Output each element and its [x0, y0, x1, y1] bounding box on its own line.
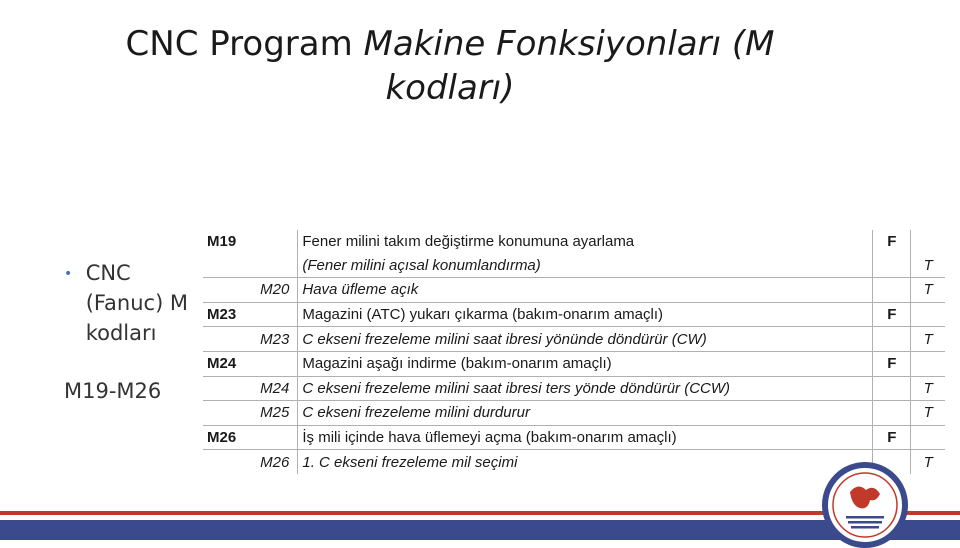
code-range-text: M19-M26 — [64, 379, 162, 403]
cell-t-flag — [911, 302, 945, 327]
cell-t-flag: T — [911, 450, 945, 474]
cell-description: (Fener milini açısal konumlandırma) — [298, 254, 873, 278]
title-italic-line2: kodları) — [385, 68, 515, 108]
table-row — [203, 351, 945, 376]
university-seal-icon — [822, 462, 908, 548]
cell-f-flag: F — [873, 425, 911, 450]
cell-t-flag — [911, 230, 945, 254]
title-plain: CNC Program — [125, 24, 364, 64]
cell-description: C ekseni frezeleme milini saat ibresi ters yönde döndürür (CCW) — [298, 376, 873, 401]
cell-f-flag — [873, 376, 911, 401]
cell-t-flag — [911, 425, 945, 450]
cell-code: M26 — [260, 453, 290, 471]
table-row — [203, 278, 945, 303]
cell-code: M24 — [203, 376, 298, 401]
cell-code: M23 — [203, 302, 298, 327]
m-code-table — [203, 230, 945, 474]
table-row — [203, 401, 945, 426]
cell-description: Hava üfleme açık — [298, 278, 873, 303]
title-italic-line1: Makine Fonksiyonları (M — [363, 24, 775, 64]
table-row — [203, 230, 945, 254]
bullet-dot-icon: • — [64, 266, 73, 282]
cell-t-flag: T — [911, 254, 945, 278]
cell-description: Fener milini takım değiştirme konumuna ayarlama — [298, 230, 873, 254]
table-row — [203, 302, 945, 327]
cell-f-flag: F — [873, 302, 911, 327]
cell-f-flag — [873, 327, 911, 352]
bullet-list — [64, 258, 204, 406]
cell-f-flag — [873, 278, 911, 303]
bullet-item — [64, 258, 204, 348]
cell-t-flag — [911, 351, 945, 376]
table-row — [203, 425, 945, 450]
slide-title — [60, 22, 840, 110]
cell-f-flag: F — [873, 351, 911, 376]
cell-description: C ekseni frezeleme milini saat ibresi yönünde döndürür (CW) — [298, 327, 873, 352]
cell-description: İş mili içinde hava üflemeyi açma (bakım-onarım amaçlı) — [298, 425, 873, 450]
cell-t-flag: T — [911, 376, 945, 401]
cell-code — [203, 254, 298, 278]
footer-blue-bar — [0, 520, 960, 540]
cell-t-flag: T — [911, 327, 945, 352]
cell-code: M25 — [203, 401, 298, 426]
cell-f-flag — [873, 401, 911, 426]
cell-f-flag: F — [873, 230, 911, 254]
cell-code: M19 — [207, 233, 237, 251]
cell-code: M26 — [203, 425, 298, 450]
cell-description: Magazini (ATC) yukarı çıkarma (bakım-onarım amaçlı) — [298, 302, 873, 327]
cell-description: C ekseni frezeleme milini durdurur — [298, 401, 873, 426]
cell-f-flag — [873, 254, 911, 278]
cell-t-flag: T — [911, 401, 945, 426]
bullet-text: CNC (Fanuc) M kodları — [85, 261, 189, 345]
cell-code: M24 — [203, 351, 298, 376]
table-row — [203, 327, 945, 352]
table-row — [203, 376, 945, 401]
cell-t-flag: T — [911, 278, 945, 303]
cell-code: M20 — [203, 278, 298, 303]
cell-code: M23 — [203, 327, 298, 352]
table-row — [203, 254, 945, 278]
cell-description: 1. C ekseni frezeleme mil seçimi — [298, 450, 873, 474]
cell-description: Magazini aşağı indirme (bakım-onarım amaçlı) — [298, 351, 873, 376]
